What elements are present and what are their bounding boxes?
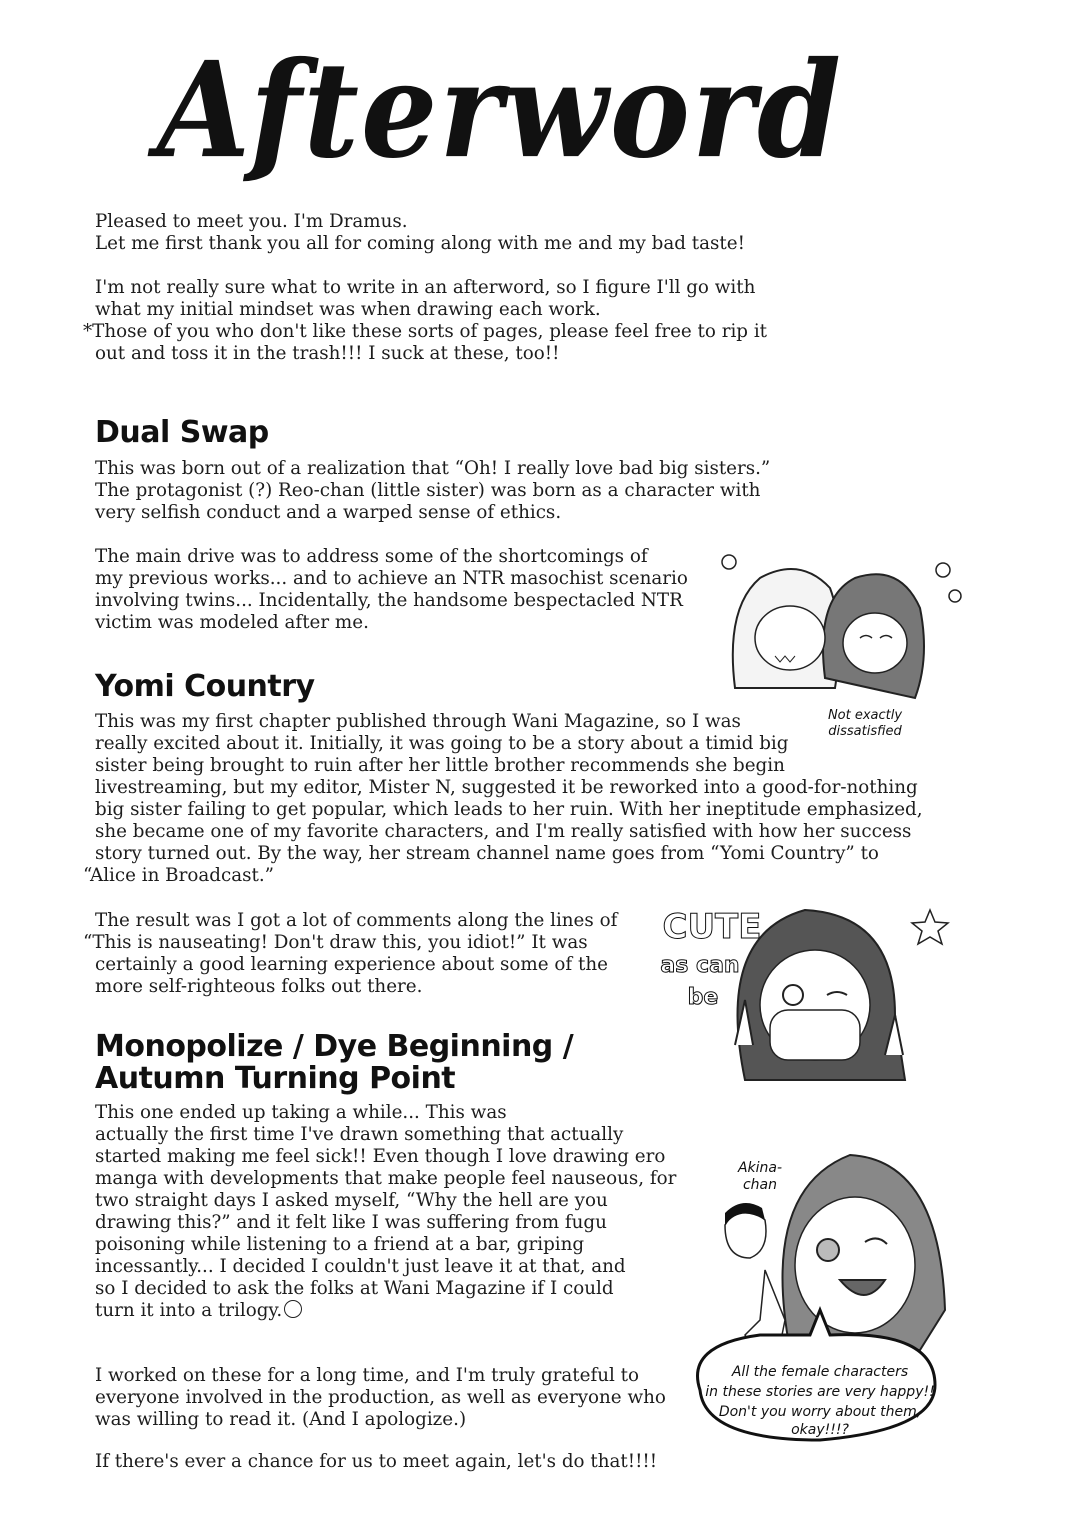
text-line [95, 954, 617, 976]
text-line [95, 1278, 676, 1300]
text-line-content: out and toss it in the trash!!! I suck at these, too!! [95, 343, 560, 364]
speech-bubble-line-4: okay!!!? [791, 1422, 849, 1438]
text-line-content: I worked on these for a long time, and I'm truly grateful to [95, 1365, 640, 1386]
section-heading-dual-swap: Dual Swap [95, 415, 269, 450]
text-line [95, 1300, 676, 1322]
text-line [95, 299, 767, 321]
speech-bubble-line-3: Don't you worry about them, [718, 1404, 922, 1420]
text-line-content: big sister failing to get popular, which leads to her ruin. With her ineptitude emphasized, [95, 799, 923, 820]
text-line [95, 1365, 666, 1387]
text-line-content: This one ended up taking a while... This was [95, 1102, 507, 1123]
text-line [83, 321, 767, 343]
text-line-content: certainly a good learning experience about some of the [95, 954, 608, 975]
dual-swap-paragraph [95, 458, 770, 524]
section-heading-monopolize: Monopolize / Dye Beginning / [95, 1029, 574, 1064]
text-line-content: incessantly... I decided I couldn't just leave it at that, and [95, 1256, 626, 1277]
text-line [95, 1212, 676, 1234]
text-line [95, 612, 688, 634]
yomi-country-paragraph [83, 910, 618, 998]
text-line [83, 932, 617, 954]
twins-drawing-icon [715, 548, 965, 708]
text-line [95, 821, 923, 843]
text-line-content: The main drive was to address some of the shortcomings of [95, 546, 648, 567]
text-line-content: she became one of my favorite characters, and I'm really satisfied with how her success [95, 821, 912, 842]
text-line-content: started making me feel sick!! Even though I love drawing ero [95, 1146, 666, 1167]
text-line-content: so I decided to ask the folks at Wani Magazine if I could [95, 1278, 614, 1299]
text-line-content: my previous works... and to achieve an NTR masochist scenario [95, 568, 688, 589]
text-line [95, 343, 767, 365]
page-title: Afterword [156, 32, 844, 189]
text-line [95, 458, 770, 480]
text-line [95, 1409, 666, 1431]
text-line [95, 1387, 666, 1409]
speech-bubble-line-2: in these stories are very happy!! [705, 1384, 935, 1400]
text-line-content: actually the first time I've drawn something that actually [95, 1124, 624, 1145]
cute-text-2: as can [660, 953, 740, 978]
text-line-content: what my initial mindset was when drawing each work. [95, 299, 601, 320]
speech-bubble-line-1: All the female characters [731, 1364, 909, 1380]
text-line-content: poisoning while listening to a friend at a bar, griping [95, 1234, 585, 1255]
text-line-content: If there's ever a chance for us to meet again, let's do that!!!! [95, 1451, 658, 1472]
text-line-content: involving twins... Incidentally, the handsome bespectacled NTR [95, 590, 683, 611]
text-line-content: victim was modeled after me. [95, 612, 369, 633]
text-line [95, 590, 688, 612]
dual-swap-paragraph [95, 546, 688, 634]
akina-label: Akina-chan [737, 1160, 783, 1193]
cute-text-3: be [687, 985, 719, 1010]
text-line-content: “This is nauseating! Don't draw this, you idiot!” It was [83, 932, 588, 953]
monopolize-paragraph [95, 1102, 676, 1322]
text-line-content: everyone involved in the production, as well as everyone who [95, 1387, 666, 1408]
text-line-content: “Alice in Broadcast.” [83, 865, 274, 886]
intro-paragraph [83, 277, 768, 365]
text-line [95, 910, 617, 932]
text-line [95, 799, 923, 821]
text-line [95, 1124, 676, 1146]
text-line [95, 277, 767, 299]
text-line-content: more self-righteous folks out there. [95, 976, 423, 997]
text-line-content: This was my first chapter published through Wani Magazine, so I was [95, 711, 741, 732]
text-line-content: sister being brought to ruin after her little brother recommends she begin [95, 755, 785, 776]
yomi-country-paragraph [83, 711, 923, 887]
text-line [95, 843, 923, 865]
section-heading-yomi-country: Yomi Country [95, 669, 315, 704]
text-line [95, 502, 770, 524]
text-line [95, 1256, 676, 1278]
text-line [95, 1234, 676, 1256]
masked-girl-illustration [655, 895, 955, 1085]
text-line-content: This was born out of a realization that “Oh! I really love bad big sisters.” [95, 458, 771, 479]
text-line [95, 1451, 657, 1473]
text-line-content: *Those of you who don't like these sorts of pages, please feel free to rip it [83, 321, 768, 342]
twins-caption: Not exactly dissatisfied [827, 708, 903, 739]
text-line-content: I'm not really sure what to write in an afterword, so I figure I'll go with [95, 277, 756, 298]
text-line-content: Let me first thank you all for coming along with me and my bad taste! [95, 233, 745, 254]
closing-paragraph [95, 1451, 657, 1473]
section-heading-monopolize-line-2: Autumn Turning Point [95, 1061, 456, 1096]
text-line-content: was willing to read it. (And I apologize.) [95, 1409, 467, 1430]
text-line-content: The protagonist (?) Reo-chan (little sister) was born as a character with [95, 480, 761, 501]
text-line [95, 777, 923, 799]
text-line [95, 1190, 676, 1212]
intro-paragraph [95, 211, 745, 255]
text-line-content: The result was I got a lot of comments along the lines of [95, 910, 618, 931]
text-line [83, 865, 923, 887]
text-line-content: two straight days I asked myself, “Why the hell are you [95, 1190, 608, 1211]
twins-illustration [715, 548, 965, 739]
closing-paragraph [95, 1365, 666, 1431]
text-line-content: Pleased to meet you. I'm Dramus. [95, 211, 408, 232]
text-line [95, 976, 617, 998]
text-line [95, 480, 770, 502]
text-line-content: manga with developments that make people feel nauseous, for [95, 1168, 677, 1189]
text-line [95, 546, 688, 568]
text-line-content: drawing this?” and it felt like I was suffering from fugu [95, 1212, 607, 1233]
text-line [95, 711, 923, 733]
text-line [95, 568, 688, 590]
text-line [95, 1168, 676, 1190]
text-line-content: livestreaming, but my editor, Mister N, suggested it be reworked into a good-for-nothing [95, 777, 918, 798]
text-line-content: story turned out. By the way, her stream channel name goes from “Yomi Country” to [95, 843, 879, 864]
text-line-content: really excited about it. Initially, it was going to be a story about a timid big [95, 733, 789, 754]
text-line [95, 733, 923, 755]
dizzy-face-icon [284, 1300, 302, 1318]
akina-illustration [680, 1150, 960, 1450]
text-line-content: turn it into a trilogy. [95, 1300, 283, 1321]
text-line-content: very selfish conduct and a warped sense of ethics. [95, 502, 562, 523]
cute-text-1: CUTE [662, 907, 762, 947]
text-line [95, 1102, 676, 1124]
text-line [95, 1146, 676, 1168]
text-line [95, 755, 923, 777]
text-line [95, 233, 745, 255]
text-line [95, 211, 745, 233]
